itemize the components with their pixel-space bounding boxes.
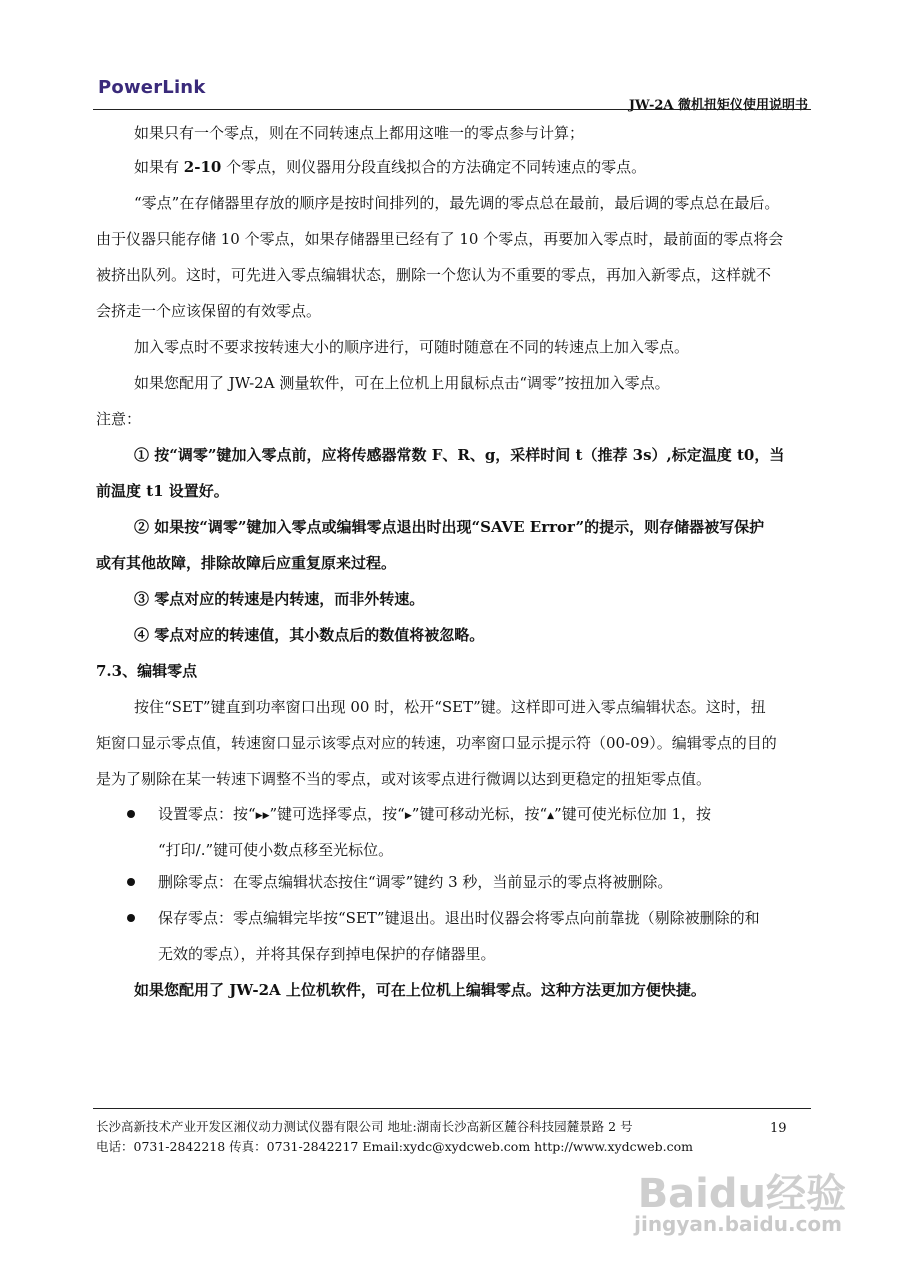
document-title: JW-2A 微机扭矩仪使用说明书 xyxy=(628,98,808,113)
right-arrow-icon: ▶ xyxy=(404,811,412,821)
paragraph-2: 如果有 2-10 个零点，则仪器用分段直线拟合的方法确定不同转速点的零点。 xyxy=(134,158,647,176)
bullet-dot xyxy=(127,878,135,886)
footer-rule xyxy=(93,1108,811,1109)
footer-contact: 电话：0731-2842218 传真：0731-2842217 Email:xydc@xydcweb.com http://www.xydcweb.com xyxy=(96,1139,694,1154)
bullet-dot xyxy=(127,914,135,922)
section-paragraph-line: 是为了剔除在某一转速下调整不当的零点，或对该零点进行微调以达到更稳定的扭矩零点值。 xyxy=(96,770,712,788)
bullet-item-delete-zero: 删除零点：在零点编辑状态按住“调零”键约 3 秒，当前显示的零点将被删除。 xyxy=(158,873,673,891)
header-rule xyxy=(93,109,811,110)
section-paragraph-line: 按住“SET”键直到功率窗口出现 00 时，松开“SET”键。这样即可进入零点编辑状态。这时，扭 xyxy=(134,698,766,716)
section-paragraph-line: 矩窗口显示零点值，转速窗口显示该零点对应的转速，功率窗口显示提示符（00-09）。编辑零点的目的 xyxy=(96,734,777,752)
closing-paragraph: 如果您配用了 JW-2A 上位机软件，可在上位机上编辑零点。这种方法更加方便快捷。 xyxy=(134,981,706,999)
note-2-line: 或有其他故障，排除故障后应重复原来过程。 xyxy=(96,554,397,572)
footer-company-address: 长沙高新技术产业开发区湘仪动力测试仪器有限公司 地址:湖南长沙高新区麓谷科技园麓景路 2 号 xyxy=(96,1119,633,1134)
fast-forward-icon: ▶▶ xyxy=(255,811,270,821)
paragraph-5: 如果您配用了 JW-2A 测量软件，可在上位机上用鼠标点击“调零”按扭加入零点。 xyxy=(134,374,670,392)
note-2-line: ② 如果按“调零”键加入零点或编辑零点退出时出现“SAVE Error”的提示，则存储器被写保护 xyxy=(134,518,765,536)
logo: PowerLink xyxy=(98,77,206,98)
watermark-logo: Baidu经验 xyxy=(637,1171,846,1217)
paragraph-1: 如果只有一个零点，则在不同转速点上都用这唯一的零点参与计算； xyxy=(134,124,585,142)
bullet-item-save-zero: 保存零点：零点编辑完毕按“SET”键退出。退出时仪器会将零点向前靠拢（剔除被删除的和 xyxy=(158,909,760,927)
paragraph-4: 加入零点时不要求按转速大小的顺序进行，可随时随意在不同的转速点上加入零点。 xyxy=(134,338,690,356)
note-1-line: ① 按“调零”键加入零点前，应将传感器常数 F、R、g，采样时间 t（推荐 3s）,标定温度 t0，当 xyxy=(134,446,785,464)
note-1-line: 前温度 t1 设置好。 xyxy=(96,482,229,500)
bullet-item-set-zero-cont: “打印/.”键可使小数点移至光标位。 xyxy=(158,841,394,859)
note-4: ④ 零点对应的转速值，其小数点后的数值将被忽略。 xyxy=(134,626,485,644)
note-3: ③ 零点对应的转速是内转速，而非外转速。 xyxy=(134,590,425,608)
paragraph-3-line: 被挤出队列。这时，可先进入零点编辑状态，删除一个您认为不重要的零点，再加入新零点，这样就不 xyxy=(96,266,772,284)
bullet-dot xyxy=(127,810,135,818)
section-heading: 7.3、编辑零点 xyxy=(96,662,198,680)
paragraph-3-line: 由于仪器只能存储 10 个零点，如果存储器里已经有了 10 个零点，再要加入零点时，最前面的零点将会 xyxy=(96,230,784,248)
bullet-item-save-zero-cont: 无效的零点），并将其保存到掉电保护的存储器里。 xyxy=(158,945,496,963)
watermark-url: jingyan.baidu.com xyxy=(634,1212,842,1236)
paragraph-3-line: 会挤走一个应该保留的有效零点。 xyxy=(96,302,322,320)
page-number: 19 xyxy=(770,1121,787,1136)
note-label: 注意： xyxy=(96,410,142,428)
up-arrow-icon: ▲ xyxy=(547,811,555,821)
bullet-item-set-zero: 设置零点：按“▶▶”键可选择零点，按“▶”键可移动光标，按“▲”键可使光标位加 1，按 xyxy=(158,805,712,823)
paragraph-3-line: “零点”在存储器里存放的顺序是按时间排列的，最先调的零点总在最前，最后调的零点总在最后。 xyxy=(134,194,780,212)
